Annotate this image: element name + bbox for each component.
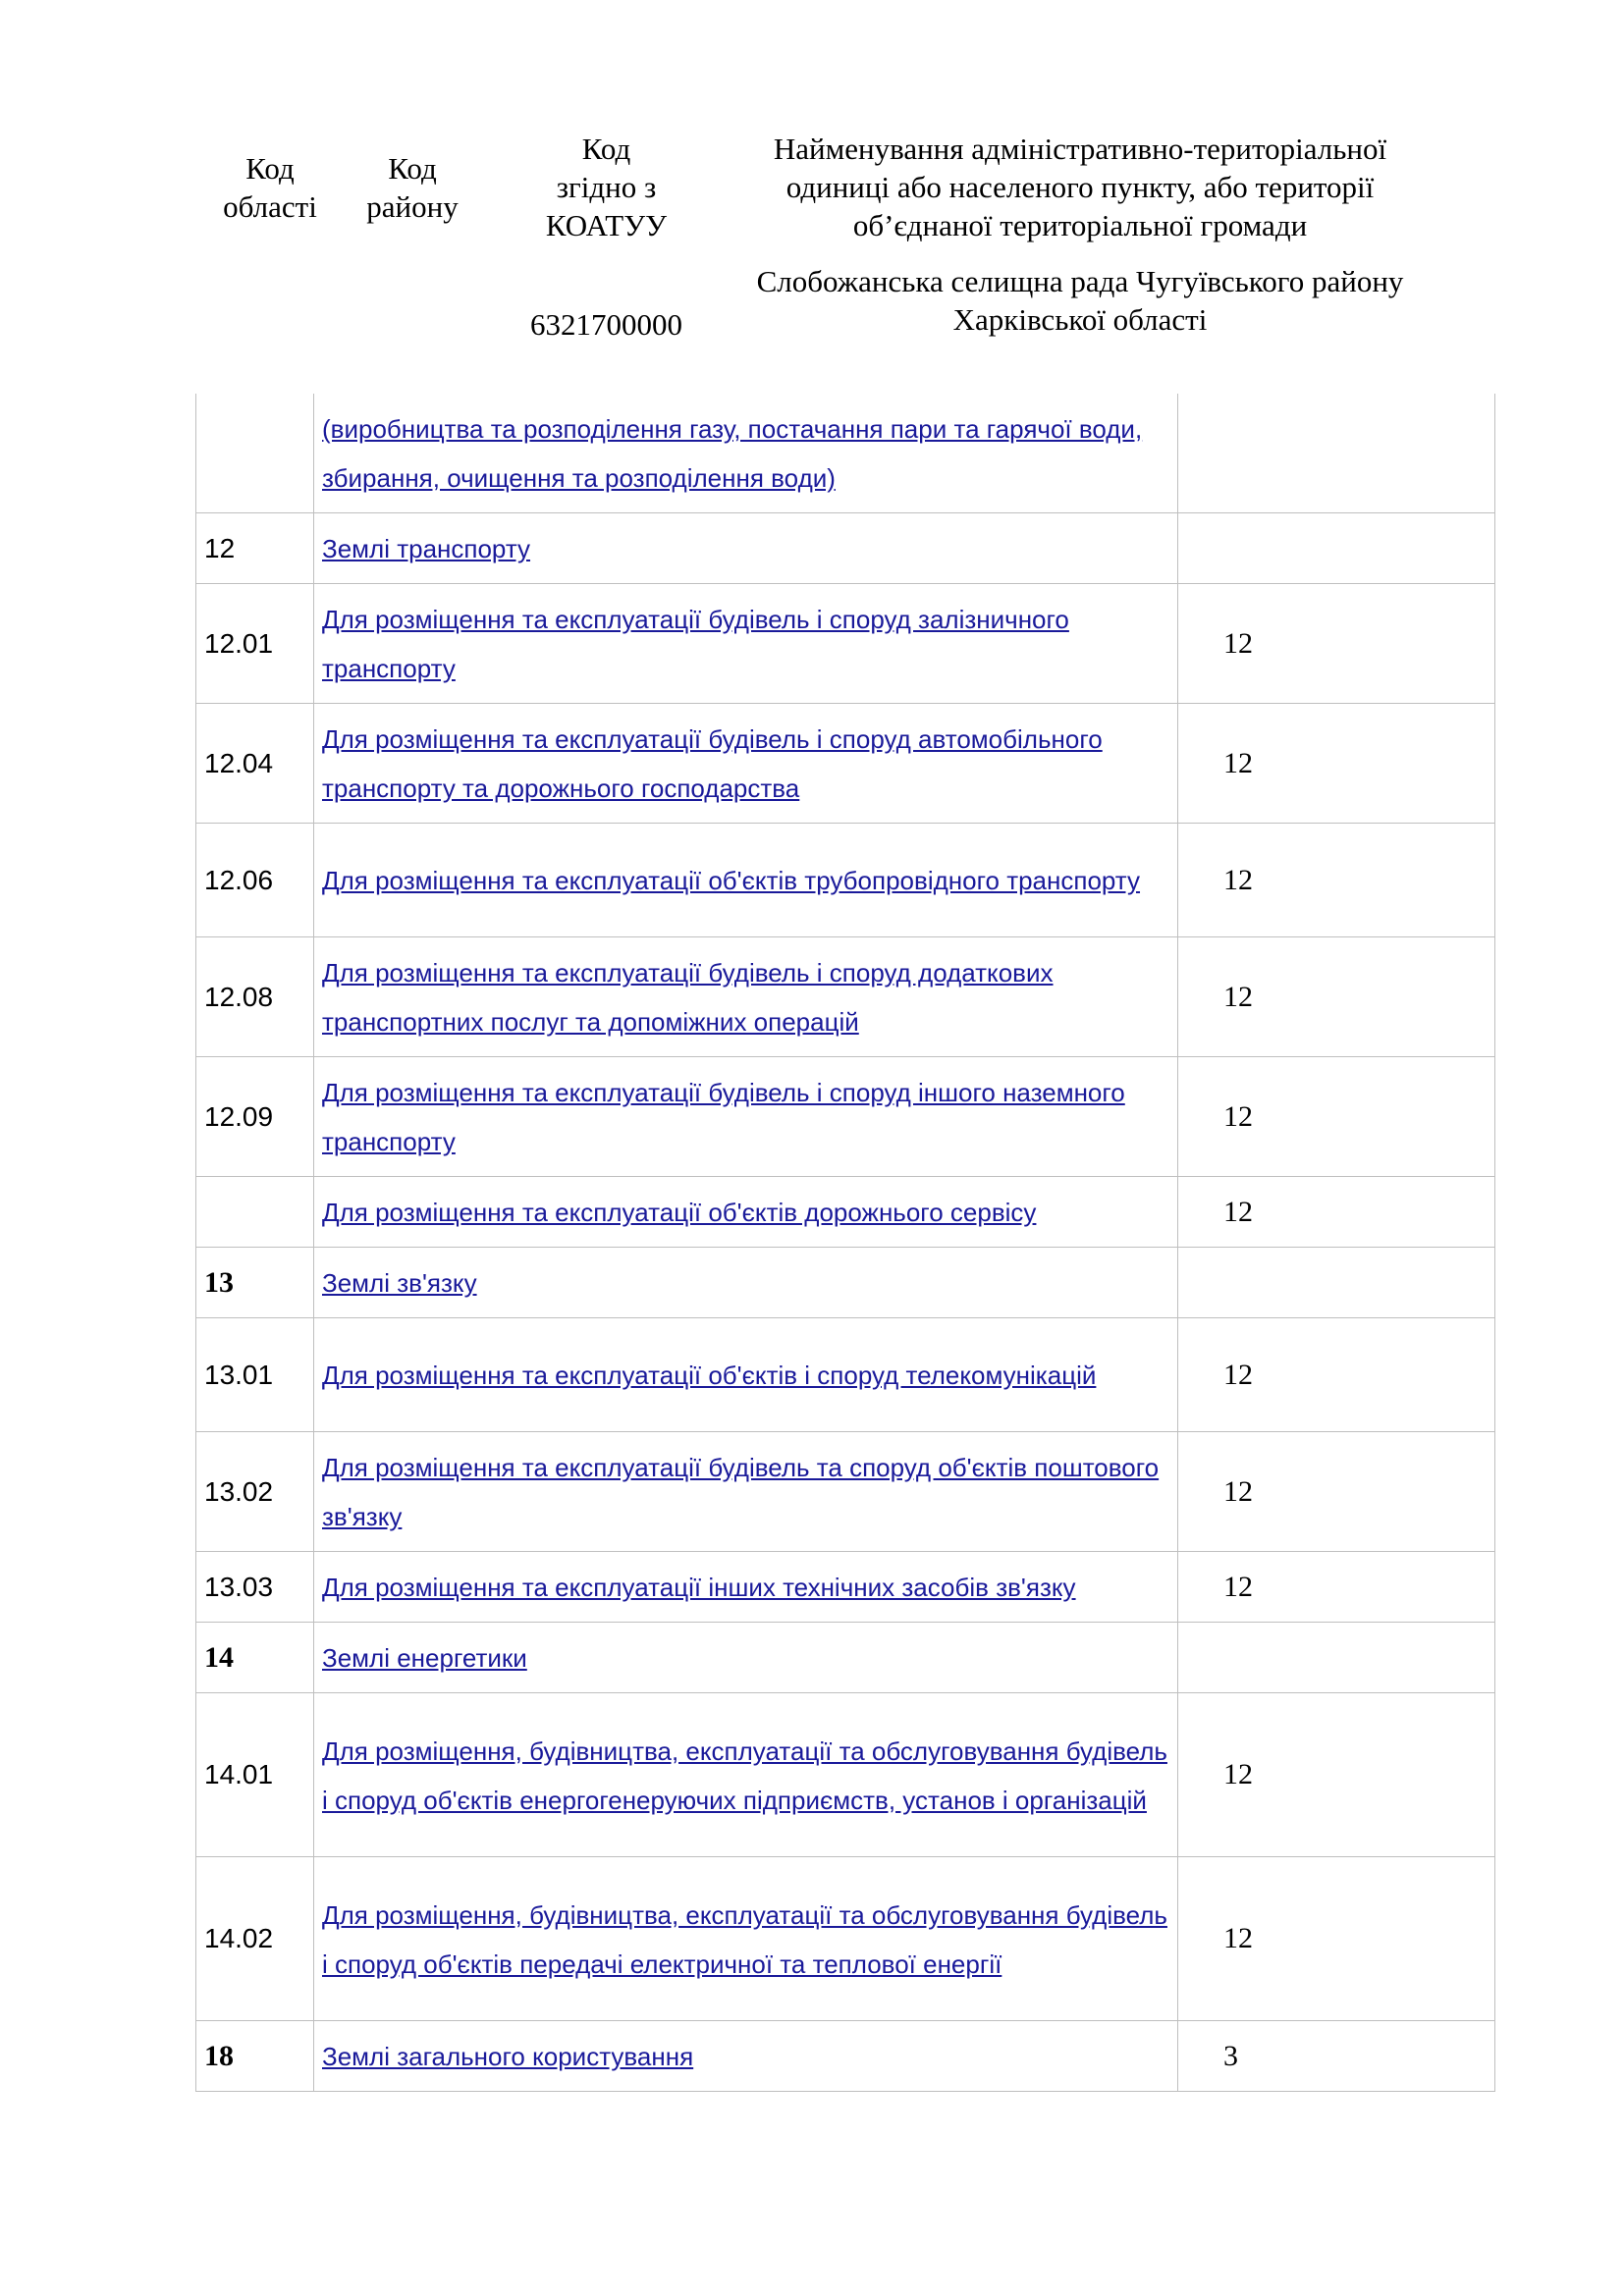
row-link[interactable]: Для розміщення та експлуатації інших технічних засобів зв'язку bbox=[322, 1573, 1076, 1602]
row-value: 12 bbox=[1178, 1057, 1495, 1177]
row-value: 12 bbox=[1178, 1177, 1495, 1248]
row-value bbox=[1178, 1623, 1495, 1693]
land-purpose-table bbox=[195, 394, 1495, 2092]
table-row bbox=[196, 1248, 1495, 1318]
table-row bbox=[196, 1318, 1495, 1432]
row-value bbox=[1178, 513, 1495, 584]
row-code: 13.02 bbox=[196, 1432, 314, 1552]
table-row bbox=[196, 937, 1495, 1057]
row-value bbox=[1178, 394, 1495, 513]
row-value: 12 bbox=[1178, 1432, 1495, 1552]
row-link[interactable]: (виробництва та розподілення газу, постачання пари та гарячої води, збирання, очищення та розподілення води) bbox=[322, 414, 1143, 493]
row-value: 12 bbox=[1178, 1693, 1495, 1857]
table-row bbox=[196, 2021, 1495, 2092]
row-link[interactable]: Для розміщення та експлуатації об'єктів дорожнього сервісу bbox=[322, 1198, 1037, 1227]
row-link[interactable]: Для розміщення та експлуатації будівель і споруд іншого наземного транспорту bbox=[322, 1078, 1125, 1156]
table-row bbox=[196, 1857, 1495, 2021]
row-link[interactable]: Землі енергетики bbox=[322, 1643, 527, 1673]
row-value: 12 bbox=[1178, 937, 1495, 1057]
table-row bbox=[196, 1693, 1495, 1857]
row-link[interactable]: Землі загального користування bbox=[322, 2042, 694, 2071]
row-link[interactable]: Для розміщення, будівництва, експлуатації та обслуговування будівель і споруд об'єктів енергогенеруючих підприємств, установ і організацій bbox=[322, 1735, 1167, 1815]
row-code: 14.02 bbox=[196, 1857, 314, 2021]
table-row bbox=[196, 513, 1495, 584]
table-row bbox=[196, 1057, 1495, 1177]
row-link[interactable]: Для розміщення та експлуатації будівель і споруд додаткових транспортних послуг та допоміжних операцій bbox=[322, 958, 1054, 1037]
row-code: 18 bbox=[196, 2021, 314, 2092]
row-code: 12.09 bbox=[196, 1057, 314, 1177]
table-row bbox=[196, 1177, 1495, 1248]
row-desc bbox=[314, 824, 1178, 937]
row-desc bbox=[314, 1552, 1178, 1623]
row-link[interactable]: Землі зв'язку bbox=[322, 1268, 477, 1298]
row-value: 12 bbox=[1178, 1857, 1495, 2021]
row-desc bbox=[314, 937, 1178, 1057]
row-code: 12 bbox=[196, 513, 314, 584]
header-col-rayon: Код району bbox=[366, 151, 459, 224]
row-code: 12.08 bbox=[196, 937, 314, 1057]
row-desc bbox=[314, 2021, 1178, 2092]
koatuu-code: 6321700000 bbox=[530, 307, 682, 342]
row-link[interactable]: Для розміщення та експлуатації будівель і споруд залізничного транспорту bbox=[322, 605, 1069, 683]
row-link[interactable]: Для розміщення та експлуатації об'єктів трубопровідного транспорту bbox=[322, 866, 1141, 895]
header-col-name: Найменування адміністративно-територіальної одиниці або населеного пункту, або території об’єднаної територіальної громади bbox=[773, 132, 1387, 242]
row-code: 14.01 bbox=[196, 1693, 314, 1857]
row-value: 12 bbox=[1178, 1552, 1495, 1623]
header-col-koatuu: Код згідно з КОАТУУ bbox=[545, 132, 668, 242]
table-row bbox=[196, 1432, 1495, 1552]
row-desc bbox=[314, 1857, 1178, 2021]
row-link[interactable]: Для розміщення, будівництва, експлуатації та обслуговування будівель і споруд об'єктів передачі електричної та теплової енергії bbox=[322, 1899, 1167, 1979]
header-col-oblast: Код області bbox=[223, 151, 317, 224]
row-desc bbox=[314, 1057, 1178, 1177]
table-row bbox=[196, 704, 1495, 824]
row-value: 12 bbox=[1178, 824, 1495, 937]
row-desc bbox=[314, 704, 1178, 824]
row-value: 12 bbox=[1178, 584, 1495, 704]
row-code: 12.04 bbox=[196, 704, 314, 824]
row-desc bbox=[314, 1693, 1178, 1857]
row-desc bbox=[314, 513, 1178, 584]
row-code: 12.01 bbox=[196, 584, 314, 704]
row-desc bbox=[314, 394, 1178, 513]
row-value: 3 bbox=[1178, 2021, 1495, 2092]
row-code: 14 bbox=[196, 1623, 314, 1693]
row-code: 13 bbox=[196, 1248, 314, 1318]
table-row bbox=[196, 1623, 1495, 1693]
row-code bbox=[196, 1177, 314, 1248]
row-desc bbox=[314, 584, 1178, 704]
row-link[interactable]: Землі транспорту bbox=[322, 534, 531, 563]
row-value bbox=[1178, 1248, 1495, 1318]
row-code: 13.01 bbox=[196, 1318, 314, 1432]
row-desc bbox=[314, 1318, 1178, 1432]
row-link[interactable]: Для розміщення та експлуатації будівель та споруд об'єктів поштового зв'язку bbox=[322, 1453, 1160, 1531]
row-link[interactable]: Для розміщення та експлуатації об'єктів і споруд телекомунікацій bbox=[322, 1361, 1097, 1390]
row-desc bbox=[314, 1623, 1178, 1693]
row-value: 12 bbox=[1178, 704, 1495, 824]
row-code: 12.06 bbox=[196, 824, 314, 937]
row-code: 13.03 bbox=[196, 1552, 314, 1623]
table-row bbox=[196, 584, 1495, 704]
row-desc bbox=[314, 1248, 1178, 1318]
table-row bbox=[196, 1552, 1495, 1623]
row-desc bbox=[314, 1177, 1178, 1248]
table-row bbox=[196, 824, 1495, 937]
row-link[interactable]: Для розміщення та експлуатації будівель і споруд автомобільного транспорту та дорожнього господарства bbox=[322, 724, 1103, 803]
row-desc bbox=[314, 1432, 1178, 1552]
row-code bbox=[196, 394, 314, 513]
row-value: 12 bbox=[1178, 1318, 1495, 1432]
region-name: Слобожанська селищна рада Чугуївського району Харківської області bbox=[756, 264, 1404, 337]
table-row bbox=[196, 394, 1495, 513]
